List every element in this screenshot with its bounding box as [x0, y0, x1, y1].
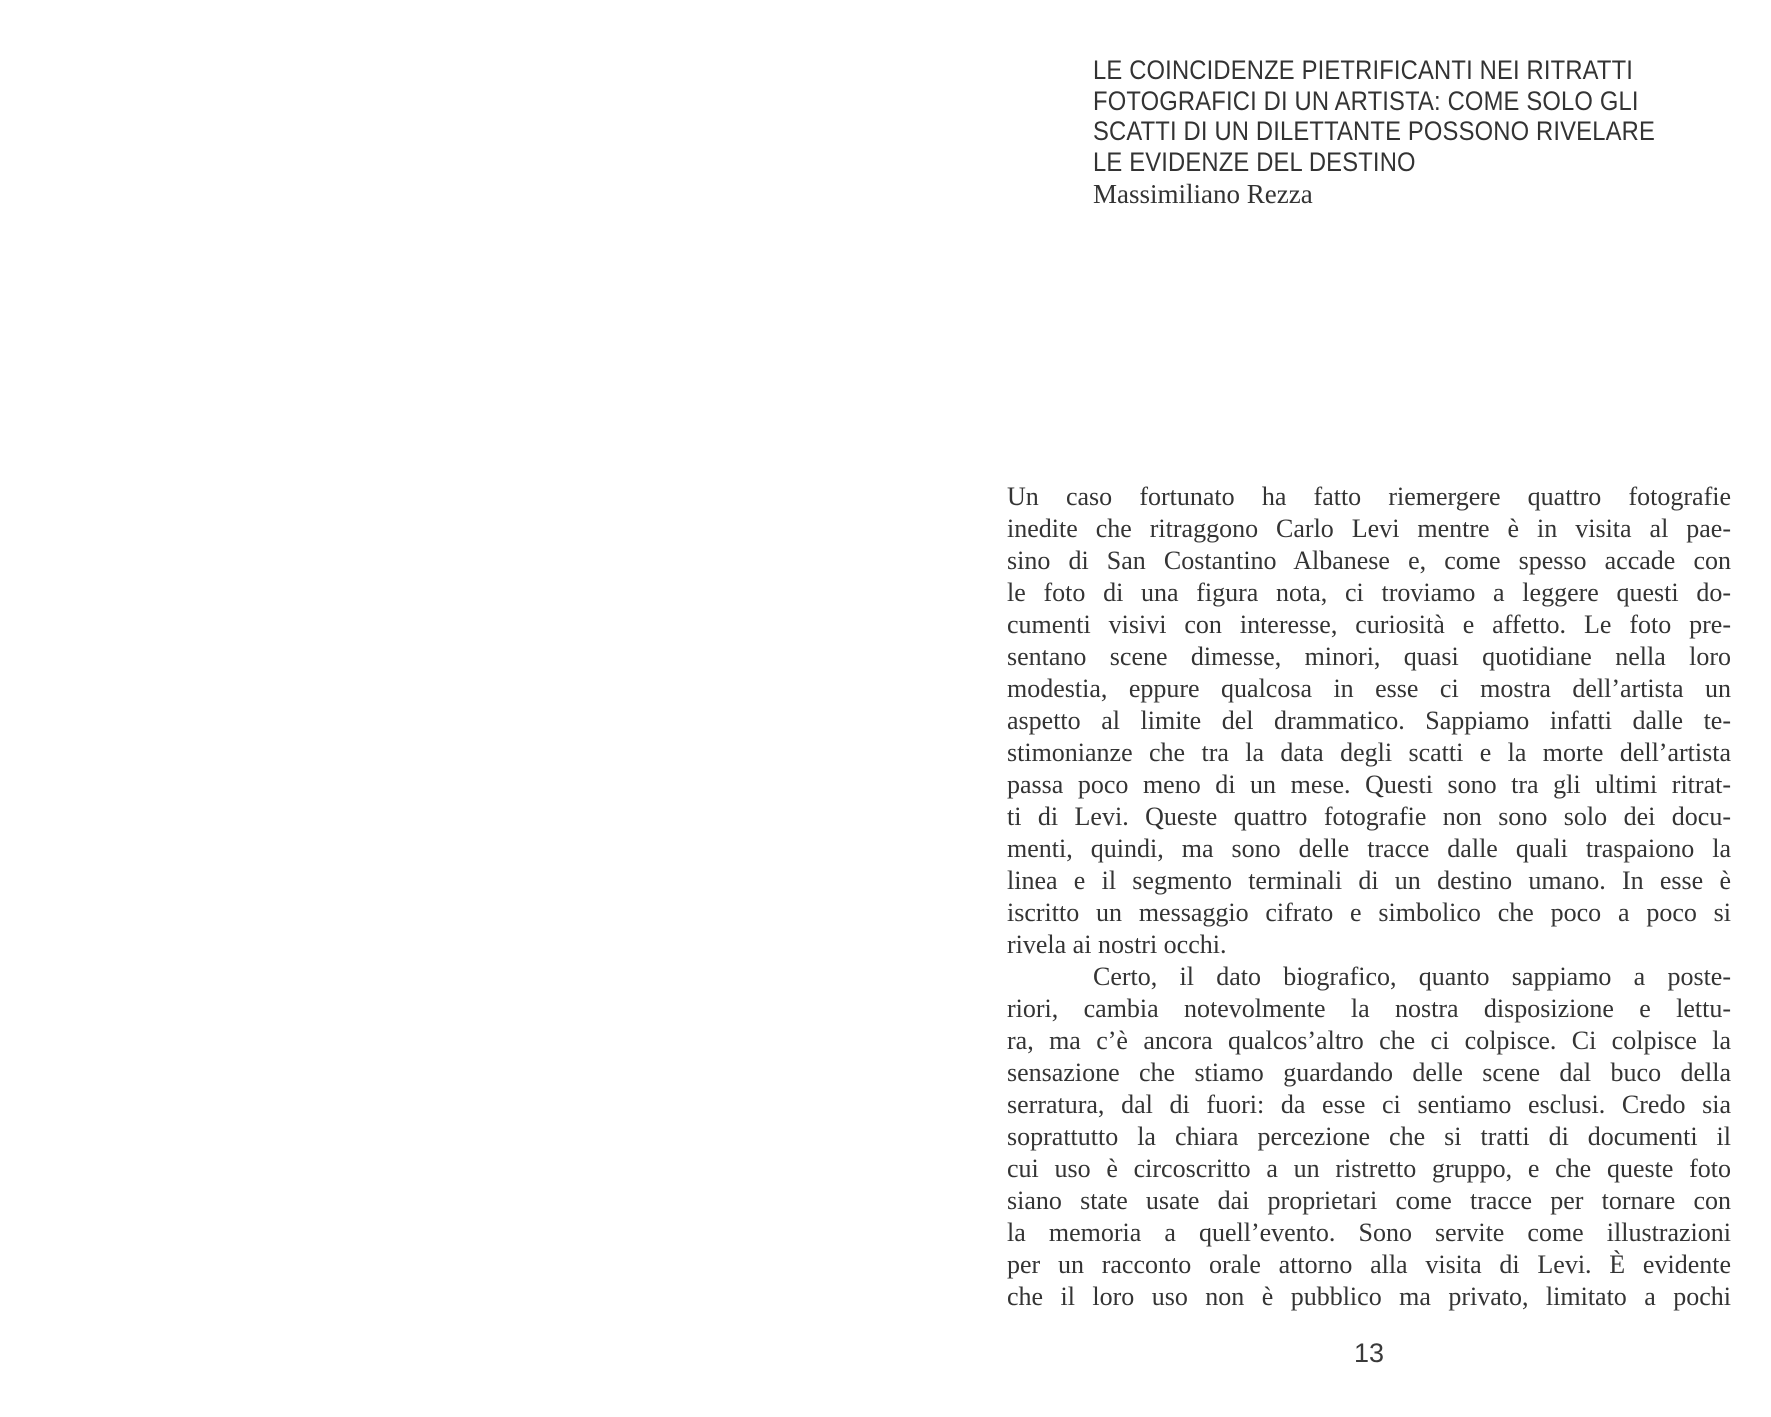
body-line: inedite che ritraggono Carlo Levi mentre è in visita al pae-: [1007, 514, 1731, 543]
title-line: SCATTI DI UN DILETTANTE POSSONO RIVELARE: [1093, 116, 1655, 146]
body-line: iscritto un messaggio cifrato e simbolico che poco a poco si: [1007, 898, 1731, 927]
body-line: le foto di una figura nota, ci troviamo a leggere questi do-: [1007, 578, 1731, 607]
title-line: LE COINCIDENZE PIETRIFICANTI NEI RITRATTI: [1093, 55, 1634, 85]
title-line: FOTOGRAFICI DI UN ARTISTA: COME SOLO GLI: [1093, 85, 1639, 116]
article-author: Massimiliano Rezza: [1093, 179, 1313, 209]
body-line: passa poco meno di un mese. Questi sono tra gli ultimi ritrat-: [1007, 770, 1731, 799]
paragraph: [1007, 481, 1731, 961]
body-line: ti di Levi. Queste quattro fotografie non sono solo dei docu-: [1007, 802, 1731, 831]
body-line: che il loro uso non è pubblico ma privato, limitato a pochi: [1007, 1282, 1731, 1311]
body-line: cumenti visivi con interesse, curiosità e affetto. Le foto pre-: [1007, 610, 1731, 639]
body-line: Un caso fortunato ha fatto riemergere quattro fotografie: [1007, 482, 1731, 511]
body-line: serratura, dal di fuori: da esse ci sentiamo esclusi. Credo sia: [1007, 1090, 1731, 1119]
body-line: Certo, il dato biografico, quanto sappiamo a poste-: [1093, 962, 1731, 991]
body-line: sino di San Costantino Albanese e, come spesso accade con: [1007, 546, 1731, 575]
body-line: stimonianze che tra la data degli scatti e la morte dell’artista: [1007, 738, 1731, 767]
body-line: riori, cambia notevolmente la nostra disposizione e lettu-: [1007, 994, 1731, 1023]
body-line: aspetto al limite del drammatico. Sappiamo infatti dalle te-: [1007, 706, 1731, 735]
body-line: menti, quindi, ma sono delle tracce dalle quali traspaiono la: [1007, 834, 1731, 863]
article-header: [1093, 55, 1732, 210]
body-line: modestia, eppure qualcosa in esse ci mostra dell’artista un: [1007, 674, 1731, 703]
paragraph: [1007, 961, 1731, 1313]
body-line: per un racconto orale attorno alla visita di Levi. È evidente: [1007, 1250, 1731, 1279]
body-line: soprattutto la chiara percezione che si tratti di documenti il: [1007, 1122, 1731, 1151]
article-body: [1007, 481, 1731, 1313]
body-line: linea e il segmento terminali di un destino umano. In esse è: [1007, 866, 1731, 895]
body-line: sentano scene dimesse, minori, quasi quotidiane nella loro: [1007, 642, 1731, 671]
body-line: la memoria a quell’evento. Sono servite come illustrazioni: [1007, 1218, 1731, 1247]
page-number: 13: [1353, 1338, 1385, 1368]
body-line: cui uso è circoscritto a un ristretto gruppo, e che queste foto: [1007, 1154, 1731, 1183]
body-line: sensazione che stiamo guardando delle scene dal buco della: [1007, 1058, 1731, 1087]
body-line: siano state usate dai proprietari come tracce per tornare con: [1007, 1186, 1731, 1215]
article-title: [1093, 55, 1655, 177]
body-line: rivela ai nostri occhi.: [1007, 930, 1227, 959]
title-line: LE EVIDENZE DEL DESTINO: [1093, 146, 1416, 177]
body-line: ra, ma c’è ancora qualcos’altro che ci colpisce. Ci colpisce la: [1007, 1026, 1731, 1055]
